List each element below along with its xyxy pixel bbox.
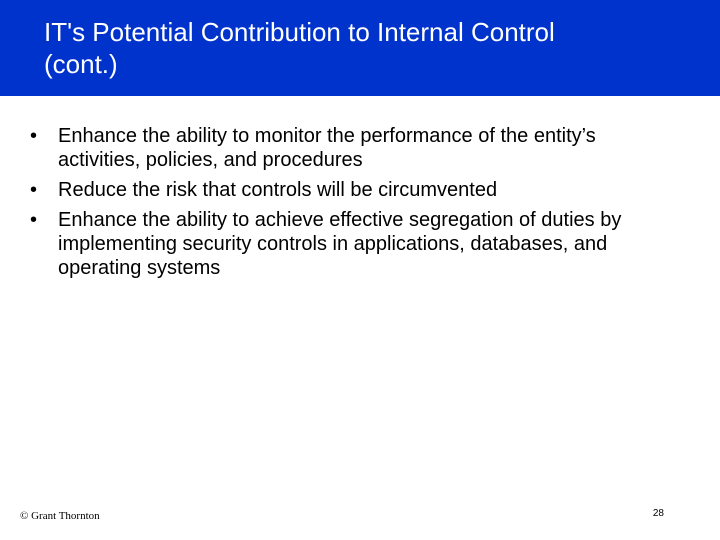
bullet-item [30, 208, 670, 280]
page-number: 28 [652, 508, 664, 519]
bullet-text: Reduce the risk that controls will be circumvented [58, 179, 498, 201]
bullet-icon: • [30, 179, 38, 201]
title-bar [0, 0, 720, 96]
bullet-item [30, 178, 670, 202]
slide-title-line-2: (cont.) [44, 49, 118, 79]
bullet-list [30, 124, 670, 286]
bullet-text: Enhance the ability to achieve effective segregation of duties by implementing security controls in applications, databases, and operating systems [58, 209, 622, 279]
bullet-item [30, 124, 670, 172]
bullet-text: Enhance the ability to monitor the performance of the entity’s activities, policies, and procedures [58, 125, 596, 171]
bullet-icon: • [30, 209, 38, 231]
copyright-footer: © Grant Thornton [20, 510, 100, 522]
slide-title-line-1: IT's Potential Contribution to Internal Control [44, 17, 555, 47]
bullet-icon: • [30, 125, 38, 147]
slide-title [44, 16, 684, 80]
